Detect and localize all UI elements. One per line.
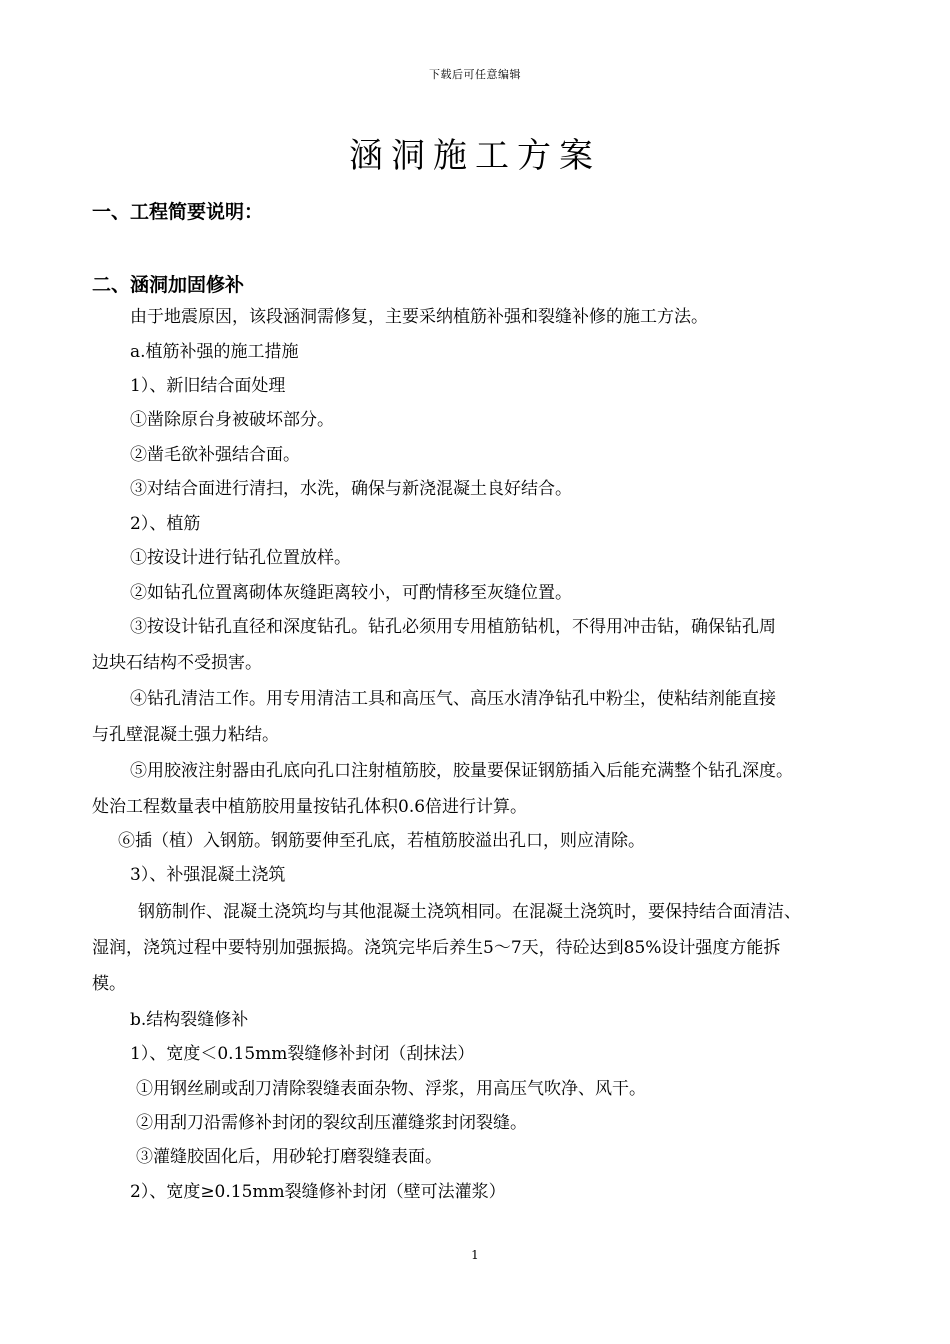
page-header: 下载后可任意编辑 [429, 68, 521, 81]
paragraph-line: ①凿除原台身被破坏部分。 [130, 410, 334, 430]
paragraph-line: 3）、补强混凝土浇筑 [130, 865, 286, 885]
paragraph-line: ⑤用胶液注射器由孔底向孔口注射植筋胶，胶量要保证钢筋插入后能充满整个钻孔深度。 [130, 761, 793, 781]
paragraph-line: ②用刮刀沿需修补封闭的裂纹刮压灌缝浆封闭裂缝。 [136, 1113, 527, 1133]
paragraph-line: 与孔壁混凝土强力粘结。 [92, 725, 279, 745]
paragraph-line: 钢筋制作、混凝土浇筑均与其他混凝土浇筑相同。在混凝土浇筑时，要保持结合面清洁、 [138, 902, 801, 922]
paragraph-line: 湿润，浇筑过程中要特别加强振捣。浇筑完毕后养生5～7天，待砼达到85%设计强度方能拆 [92, 938, 781, 958]
page-number: 1 [471, 1248, 479, 1262]
paragraph-line: ①按设计进行钻孔位置放样。 [130, 548, 351, 568]
paragraph-line: 1）、宽度＜0.15mm裂缝修补封闭（刮抹法） [130, 1044, 475, 1064]
paragraph-line: 模。 [92, 974, 126, 994]
paragraph-line: ②如钻孔位置离砌体灰缝距离较小，可酌情移至灰缝位置。 [130, 583, 572, 603]
paragraph-line: 由于地震原因，该段涵洞需修复，主要采纳植筋补强和裂缝补修的施工方法。 [130, 307, 708, 327]
paragraph-line: ③对结合面进行清扫，水洗，确保与新浇混凝土良好结合。 [130, 479, 572, 499]
paragraph-line: 处治工程数量表中植筋胶用量按钻孔体积0.6倍进行计算。 [92, 797, 528, 817]
paragraph-line: ②凿毛欲补强结合面。 [130, 445, 300, 465]
section-heading-2: 二、涵洞加固修补 [92, 274, 245, 296]
section-heading-1: 一、工程简要说明： [92, 201, 264, 223]
paragraph-line: ③灌缝胶固化后，用砂轮打磨裂缝表面。 [136, 1147, 442, 1167]
paragraph-line: 2）、宽度≥0.15mm裂缝修补封闭（壁可法灌浆） [130, 1182, 506, 1202]
paragraph-line: 2）、植筋 [130, 514, 201, 534]
paragraph-line: 边块石结构不受损害。 [92, 653, 262, 673]
paragraph-line: ⑥插（植）入钢筋。钢筋要伸至孔底，若植筋胶溢出孔口，则应清除。 [118, 831, 645, 851]
paragraph-line: ④钻孔清洁工作。用专用清洁工具和高压气、高压水清净钻孔中粉尘，使粘结剂能直接 [130, 689, 776, 709]
paragraph-line: a.植筋补强的施工措施 [130, 342, 299, 362]
paragraph-line: b.结构裂缝修补 [130, 1010, 249, 1030]
paragraph-line: ①用钢丝刷或刮刀清除裂缝表面杂物、浮浆，用高压气吹净、风干。 [136, 1079, 646, 1099]
document-title: 涵洞施工方案 [349, 136, 601, 176]
paragraph-line: ③按设计钻孔直径和深度钻孔。钻孔必须用专用植筋钻机，不得用冲击钻，确保钻孔周 [130, 617, 776, 637]
paragraph-line: 1）、新旧结合面处理 [130, 376, 286, 396]
